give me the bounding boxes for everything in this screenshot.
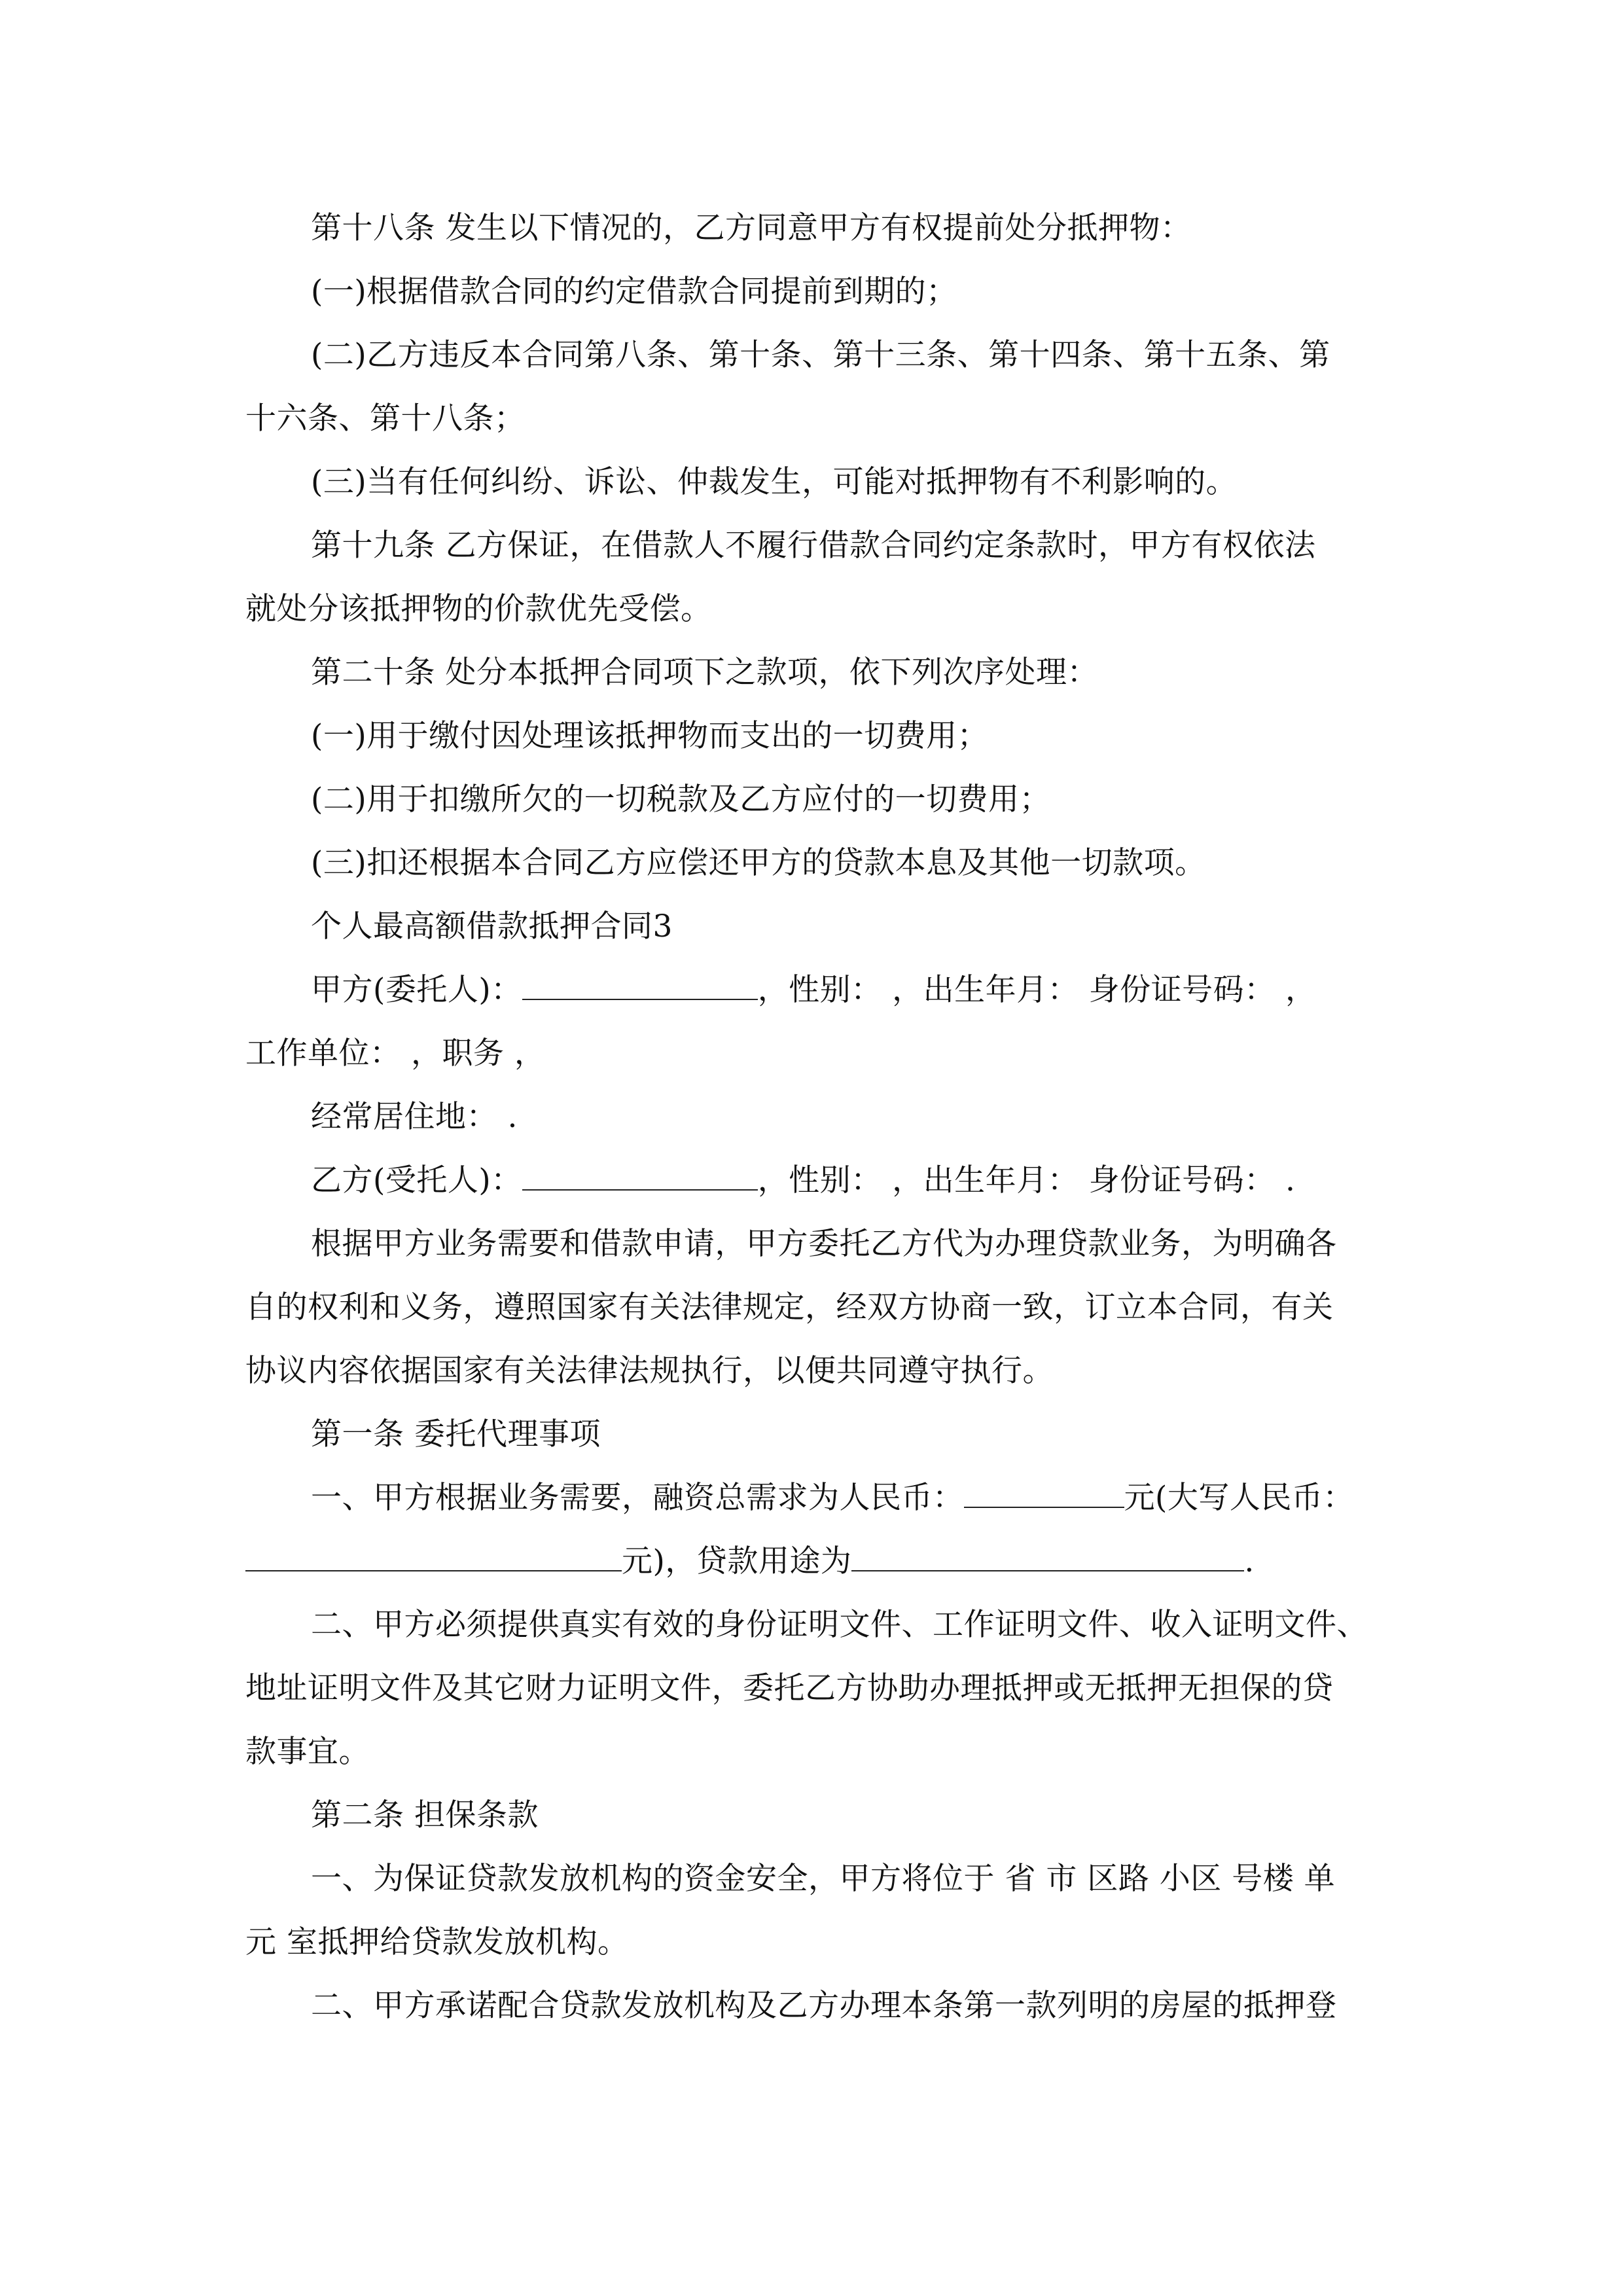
list-item-2: (二)乙方违反本合同第八条、第十条、第十三条、第十四条、第十五条、第 <box>311 337 1330 373</box>
amount-words-blank <box>245 1541 622 1571</box>
loan-purpose-label: 元)，贷款用途为 <box>622 1543 852 1579</box>
loan-purpose-end: . <box>1244 1543 1255 1579</box>
article-1-item-1-text: 一、甲方根据业务需要，融资总需求为人民币： <box>311 1480 964 1516</box>
party-a-residence-line: 经常居住地： . <box>311 1099 518 1135</box>
list-item-3b: (三)扣还根据本合同乙方应偿还甲方的贷款本息及其他一切款项。 <box>311 845 1206 881</box>
loan-purpose-blank <box>851 1541 1244 1571</box>
party-b-line <box>245 1149 1397 1212</box>
article-2-item-2: 二、甲方承诺配合贷款发放机构及乙方办理本条第一款列明的房屋的抵押登 <box>311 1988 1337 2024</box>
paragraph-article-19: 第十九条 乙方保证，在借款人不履行借款合同约定条款时，甲方有权依法 <box>311 528 1316 564</box>
preamble-line-3: 协议内容依据国家有关法律法规执行，以便共同遵守执行。 <box>245 1353 1054 1389</box>
article-1-item-2-cont: 地址证明文件及其它财力证明文件，委托乙方协助办理抵押或无抵押无担保的贷 <box>245 1670 1334 1706</box>
article-2-item-1: 一、为保证贷款发放机构的资金安全，甲方将位于 省 市 区路 小区 号楼 单 <box>311 1861 1336 1897</box>
list-item-1b: (一)用于缴付因处理该抵押物而支出的一切费用； <box>311 718 989 754</box>
party-a-work-line: 工作单位： ，职务 ， <box>245 1035 546 1071</box>
article-1-heading: 第一条 委托代理事项 <box>311 1416 601 1452</box>
list-item-2b: (二)用于扣缴所欠的一切税款及乙方应付的一切费用； <box>311 781 1051 817</box>
article-2-heading: 第二条 担保条款 <box>311 1797 539 1833</box>
article-2-item-1-cont: 元 室抵押给贷款发放机构。 <box>245 1924 629 1960</box>
article-1-item-2-end: 款事宜。 <box>245 1734 370 1770</box>
article-1-item-2: 二、甲方必须提供真实有效的身份证明文件、工作证明文件、收入证明文件、 <box>311 1607 1368 1643</box>
party-b-label: 乙方(受托人)： <box>311 1162 522 1198</box>
party-b-details: ，性别： ，出生年月： 身份证号码： . <box>757 1162 1296 1198</box>
party-a-label: 甲方(委托人)： <box>311 972 522 1008</box>
party-a-line <box>245 958 1397 1022</box>
article-1-item-1-text-b: 元(大写人民币： <box>1124 1480 1354 1516</box>
preamble-line-2: 自的权利和义务，遵照国家有关法律规定，经双方协商一致，订立本合同，有关 <box>245 1289 1334 1325</box>
document-body <box>245 196 1397 2037</box>
contract-title: 个人最高额借款抵押合同3 <box>311 908 673 944</box>
party-b-name-blank <box>522 1160 758 1191</box>
list-item-3: (三)当有任何纠纷、诉讼、仲裁发生，可能对抵押物有不利影响的。 <box>311 464 1238 500</box>
list-item-1: (一)根据借款合同的约定借款合同提前到期的； <box>311 274 957 310</box>
list-item-2-cont: 十六条、第十八条； <box>245 401 526 437</box>
preamble-line-1: 根据甲方业务需要和借款申请，甲方委托乙方代为办理贷款业务，为明确各 <box>311 1226 1337 1262</box>
paragraph-article-18: 第十八条 发生以下情况的，乙方同意甲方有权提前处分抵押物： <box>311 210 1192 246</box>
article-1-item-1-cont <box>245 1530 1397 1593</box>
party-a-name-blank <box>522 970 758 1000</box>
article-1-item-1 <box>245 1466 1397 1530</box>
party-a-details: ，性别： ，出生年月： 身份证号码： ， <box>757 972 1317 1008</box>
amount-blank <box>964 1478 1124 1508</box>
paragraph-article-19-cont: 就处分该抵押物的价款优先受偿。 <box>245 591 712 627</box>
paragraph-article-20: 第二十条 处分本抵押合同项下之款项，依下列次序处理： <box>311 655 1098 691</box>
